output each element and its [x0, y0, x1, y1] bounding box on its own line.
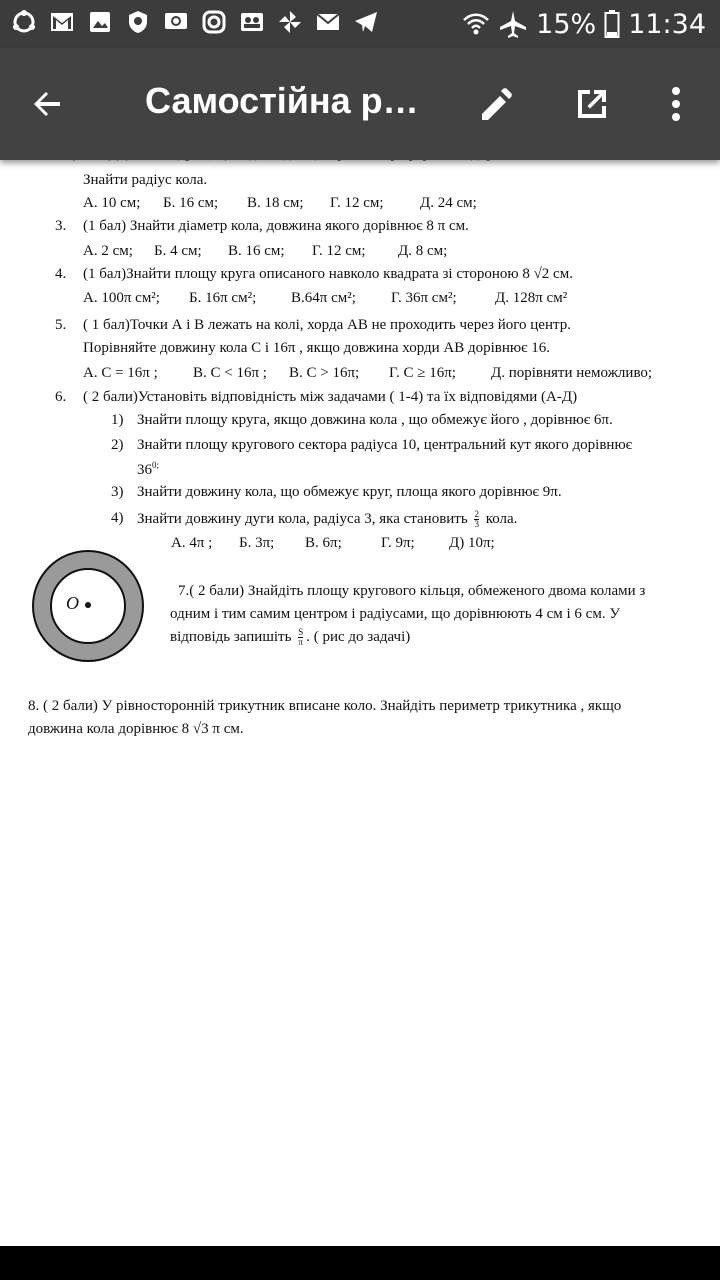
q6-option: Г. 9π;	[381, 535, 415, 551]
q4-option: Б. 16π см²;	[189, 290, 257, 306]
q6-item-text: Знайти довжину дуги кола, радіуса 3, яка становить	[137, 510, 468, 527]
q6-item-number: 2)	[111, 437, 124, 453]
document-title: Самостійна р…	[145, 80, 419, 121]
q7-line2: одним і тим самим центром і радіусами, що дорівнюють 4 см і 6 см. У	[170, 606, 620, 622]
group-icon	[238, 8, 266, 36]
q4-option: А. 100π см²;	[83, 290, 160, 306]
q5-option: В. С < 16π ;	[193, 365, 267, 381]
app-toolbar	[0, 48, 720, 160]
airplane-icon	[498, 9, 528, 39]
fraction-numerator: S	[298, 627, 304, 637]
sync-icon	[10, 8, 38, 36]
q5-option: В. С > 16π;	[289, 365, 360, 381]
q3-options	[83, 243, 447, 260]
more-options-button[interactable]	[648, 76, 704, 132]
q3-option: Б. 4 см;	[154, 243, 202, 259]
q7-line1: 7.( 2 бали) Знайдіть площу кругового кільця, обмеженого двома колами з	[178, 583, 646, 599]
arrow-back-icon	[30, 86, 66, 122]
q6-text: ( 2 бали)Установіть відповідність між задачами ( 1-4) та їх відповідями (А-Д)	[83, 389, 578, 405]
q3-option: А. 2 см;	[83, 243, 133, 259]
instagram-icon	[200, 8, 228, 36]
notification-icons	[10, 8, 380, 36]
status-right	[462, 0, 706, 48]
photo-icon	[86, 8, 114, 36]
fraction	[298, 628, 303, 647]
navigation-bar	[0, 1246, 720, 1280]
q3-option: Д. 8 см;	[398, 243, 448, 259]
battery-icon	[604, 9, 620, 39]
q8-line1: 8. ( 2 бали) У рівносторонній трикутник вписане коло. Знайдіть периметр трикутника , якщо	[28, 698, 622, 714]
q8-line2: довжина кола дорівнює 8 √3 π см.	[28, 721, 244, 737]
q6-option: В. 6π;	[305, 535, 342, 551]
telegram-icon	[352, 8, 380, 36]
annulus-figure	[30, 548, 146, 664]
q3-option: Г. 12 см;	[312, 243, 366, 259]
q5-option: Г. С ≥ 16π;	[389, 365, 456, 381]
q5-number: 5.	[55, 317, 67, 333]
q2-option: В. 18 см;	[247, 195, 304, 211]
q7-line3	[170, 628, 410, 647]
q2-option: Г. 12 см;	[330, 195, 384, 211]
q4-options	[83, 290, 567, 307]
center-point	[85, 602, 91, 608]
q6-options	[171, 535, 495, 552]
q5-text-line1: ( 1 бал)Точки А і В лежать на колі, хорда АВ не проходить через його центр.	[83, 317, 571, 333]
q3-text: (1 бал) Знайти діаметр кола, довжина якого дорівнює 8 π см.	[83, 218, 469, 234]
q2-text: Знайти радіус кола.	[83, 172, 208, 188]
q7-line3-tail: . ( рис до задачі)	[306, 628, 411, 645]
angle-degree: 0;	[152, 460, 160, 470]
mail-icon	[314, 8, 342, 36]
q4-option: В.64π см²;	[291, 290, 356, 306]
q5-text-line2: Порівняйте довжину кола С і 16π , якщо довжина хорди АВ дорівнює 16.	[83, 340, 551, 356]
open-external-icon	[572, 84, 612, 124]
q4-text: (1 бал)Знайти площу круга описаного навколо квадрата зі стороною 8 √2 см.	[83, 266, 573, 282]
open-external-button[interactable]	[564, 76, 620, 132]
q5-option: А. С = 16π ;	[83, 365, 158, 381]
q6-item-number: 4)	[111, 510, 124, 526]
q2-options	[83, 195, 477, 212]
wifi-icon	[462, 10, 490, 38]
q6-option: А. 4π ;	[171, 535, 213, 551]
back-button[interactable]	[20, 76, 76, 132]
status-bar	[0, 0, 720, 48]
q5-option: Д. порівняти неможливо;	[491, 365, 653, 381]
q4-option: Д. 128π см²	[495, 290, 568, 306]
battery-percent: 15%	[536, 8, 597, 40]
q6-item4-line	[137, 510, 517, 529]
q4-number: 4.	[55, 266, 67, 282]
q6-item-text: Знайти площу кругового сектора радіуса 10, центральний кут якого дорівнює	[137, 437, 633, 453]
q6-item-text: Знайти площу круга, якщо довжина кола , що обмежує його , дорівнює 6π.	[137, 412, 613, 428]
center-label: O	[66, 593, 79, 613]
pinwheel-icon	[276, 8, 304, 36]
document-page[interactable]	[0, 160, 720, 1246]
angle-value: 36	[137, 462, 152, 478]
pencil-icon	[476, 84, 516, 124]
q7-line3-text: відповідь запишіть	[170, 628, 292, 645]
shield-icon	[124, 8, 152, 36]
more-vert-icon	[670, 84, 682, 124]
q6-item-number: 3)	[111, 484, 124, 500]
q4-option: Г. 36π см²;	[391, 290, 457, 306]
fraction-denominator: π	[298, 637, 303, 647]
gmail-icon	[48, 8, 76, 36]
fraction	[474, 510, 479, 529]
q6-option: Д) 10π;	[449, 535, 495, 551]
q6-item2-continuation	[137, 460, 159, 479]
clock: 11:34	[628, 8, 706, 40]
q2-option: Б. 16 см;	[163, 195, 219, 211]
q6-item-text: Знайти довжину кола, що обмежує круг, площа якого дорівнює 9π.	[137, 484, 562, 500]
q5-options	[83, 365, 652, 382]
q2-option: А. 10 см;	[83, 195, 141, 211]
q6-option: Б. 3π;	[239, 535, 275, 551]
q6-item4-tail: кола.	[485, 510, 518, 527]
fraction-denominator: 3	[474, 519, 479, 529]
edit-button[interactable]	[468, 76, 524, 132]
q6-number: 6.	[55, 389, 67, 405]
message-icon	[162, 8, 190, 36]
q3-option: В. 16 см;	[228, 243, 285, 259]
q3-number: 3.	[55, 218, 67, 234]
fraction-numerator: 2	[474, 509, 479, 519]
q6-item-number: 1)	[111, 412, 124, 428]
q2-option: Д. 24 см;	[420, 195, 477, 211]
